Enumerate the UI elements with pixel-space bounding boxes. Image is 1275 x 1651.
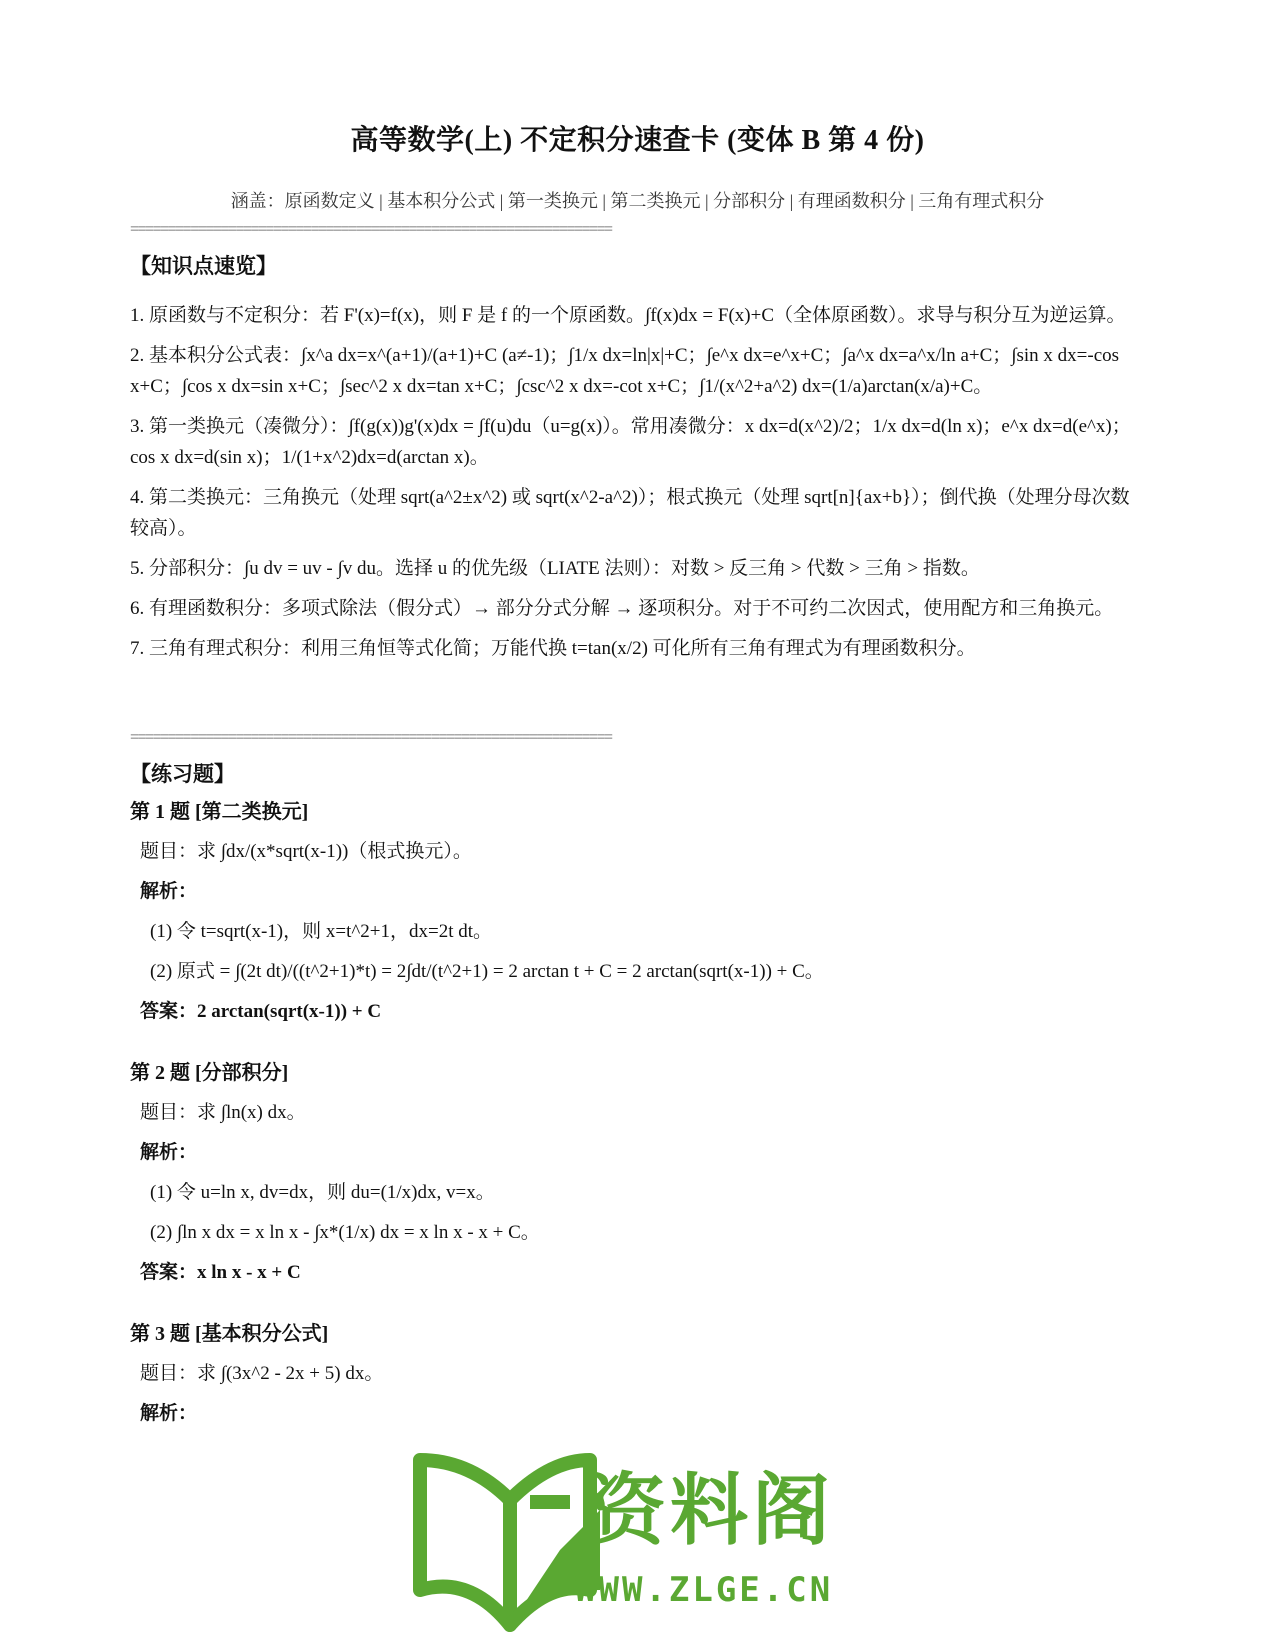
- exercise-question: 题目：求 ∫dx/(x*sqrt(x-1))（根式换元）。: [140, 841, 472, 862]
- analysis-step: (1) 令 t=sqrt(x-1)，则 x=t^2+1，dx=2t dt。: [150, 921, 493, 942]
- exercise-answer: 答案：x ln x - x + C: [140, 1262, 301, 1283]
- exercise-1: [130, 798, 1145, 1038]
- exercise-question: 题目：求 ∫ln(x) dx。: [140, 1102, 306, 1123]
- divider-rule: ================================================================: [130, 221, 612, 238]
- knowledge-item: 1. 原函数与不定积分：若 F'(x)=f(x)，则 F 是 f 的一个原函数。∫f(x)dx = F(x)+C（全体原函数）。求导与积分互为逆运算。: [130, 305, 1126, 326]
- analysis-step: (2) ∫ln x dx = x ln x - ∫x*(1/x) dx = x ln x - x + C。: [150, 1222, 540, 1243]
- analysis-label: 解析：: [140, 881, 198, 902]
- page-title: 高等数学(上) 不定积分速查卡 (变体 B 第 4 份): [350, 125, 925, 156]
- exercise-question: 题目：求 ∫(3x^2 - 2x + 5) dx。: [140, 1363, 384, 1384]
- analysis-step: (1) 令 u=ln x, dv=dx，则 du=(1/x)dx, v=x。: [150, 1182, 495, 1203]
- analysis-step: (2) 原式 = ∫(2t dt)/((t^2+1)*t) = 2∫dt/(t^2+1) = 2 arctan t + C = 2 arctan(sqrt(x-1)) + C。: [150, 961, 824, 982]
- exercise-title: 第 1 题 [第二类换元]: [130, 801, 309, 823]
- page-subtitle: 涵盖：原函数定义 | 基本积分公式 | 第一类换元 | 第二类换元 | 分部积分 | 有理函数积分 | 三角有理式积分: [230, 191, 1045, 211]
- exercise-title: 第 2 题 [分部积分]: [130, 1062, 289, 1084]
- watermark-name: 资料阁: [588, 1466, 835, 1556]
- knowledge-item: 2. 基本积分公式表：∫x^a dx=x^(a+1)/(a+1)+C (a≠-1)；∫1/x dx=ln|x|+C；∫e^x dx=e^x+C；∫a^x dx=a^x/ln a+C；∫sin x dx=-cos x+C；∫cos x dx=sin x+C；∫sec^2 x dx=tan x+C；∫csc^2 x dx=-cot x+C；∫1/(x^2+a^2) dx=(1/a)arctan(x/a)+C。: [130, 345, 1120, 397]
- exercise-2: [130, 1059, 1145, 1299]
- knowledge-item: 5. 分部积分：∫u dv = uv - ∫v du。选择 u 的优先级（LIATE 法则）：对数 > 反三角 > 代数 > 三角 > 指数。: [130, 558, 980, 579]
- knowledge-list: [130, 300, 1145, 673]
- knowledge-heading: 【知识点速览】: [130, 254, 277, 278]
- analysis-label: 解析：: [140, 1142, 198, 1163]
- knowledge-item: 6. 有理函数积分：多项式除法（假分式）→ 部分分式分解 → 逐项积分。对于不可约二次因式，使用配方和三角换元。: [130, 598, 1114, 619]
- knowledge-item: 4. 第二类换元：三角换元（处理 sqrt(a^2±x^2) 或 sqrt(x^2-a^2)）；根式换元（处理 sqrt[n]{ax+b}）；倒代换（处理分母次数较高）。: [130, 487, 1130, 539]
- knowledge-item: 3. 第一类换元（凑微分）：∫f(g(x))g'(x)dx = ∫f(u)du（u=g(x)）。常用凑微分：x dx=d(x^2)/2；1/x dx=d(ln x)；e^x dx=d(e^x)；cos x dx=d(sin x)；1/(1+x^2)dx=d(arctan x)。: [130, 416, 1131, 468]
- practice-heading: 【练习题】: [130, 762, 235, 786]
- exercise-title: 第 3 题 [基本积分公式]: [130, 1323, 329, 1345]
- exercise-3: [130, 1320, 1145, 1440]
- watermark-url: WWW.ZLGE.CN: [575, 1570, 834, 1610]
- analysis-label: 解析：: [140, 1403, 198, 1424]
- exercise-answer: 答案：2 arctan(sqrt(x-1)) + C: [140, 1001, 382, 1022]
- divider-rule: ================================================================: [130, 729, 612, 746]
- knowledge-item: 7. 三角有理式积分：利用三角恒等式化简；万能代换 t=tan(x/2) 可化所有三角有理式为有理函数积分。: [130, 638, 976, 659]
